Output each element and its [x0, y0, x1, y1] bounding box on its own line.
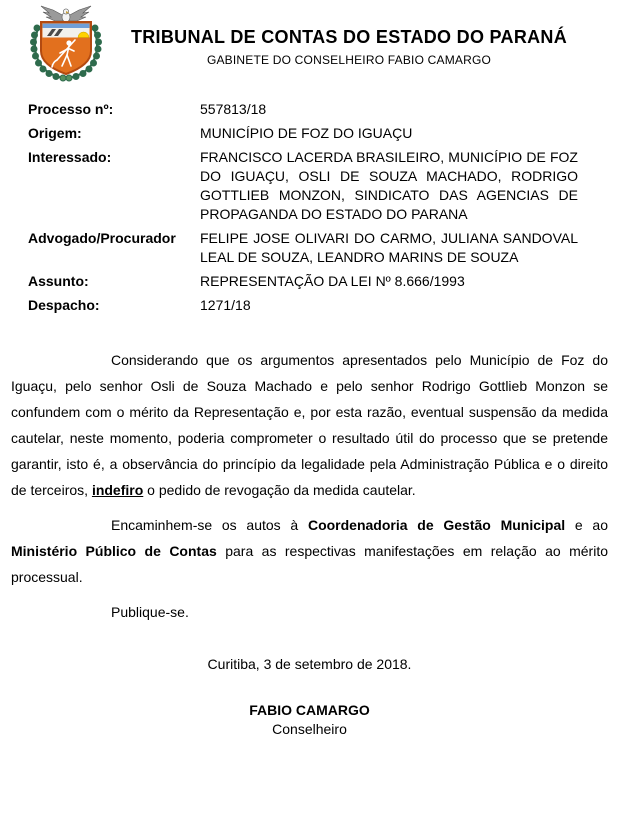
- field-label: Despacho:: [28, 297, 100, 313]
- paragraph-text: e ao: [565, 517, 608, 533]
- field-value: FRANCISCO LACERDA BRASILEIRO, MUNICÍPIO DE FOZ DO IGUAÇU, OSLI DE SOUZA MACHADO, RODRIGO GOTTLIEB MONZON, SINDICATO DAS AGENCIAS DE PROPAGANDA DO ESTADO DO PARANA: [200, 149, 578, 222]
- page-subtitle: GABINETE DO CONSELHEIRO FABIO CAMARGO: [206, 53, 492, 67]
- shield-icon: [41, 22, 91, 74]
- date-line: Curitiba, 3 de setembro de 2018.: [207, 656, 412, 672]
- field-value: 557813/18: [200, 101, 267, 117]
- field-value: REPRESENTAÇÃO DA LEI Nº 8.666/1993: [200, 273, 465, 289]
- field-row-advogado: [28, 229, 578, 267]
- field-value: 1271/18: [200, 297, 251, 313]
- paragraph-encaminhamento: [11, 512, 608, 590]
- process-fields: [28, 100, 578, 315]
- paragraph-text: para as respectivas manifestações em relação ao mérito processual.: [11, 543, 608, 585]
- field-value: FELIPE JOSE OLIVARI DO CARMO, JULIANA SANDOVAL LEAL DE SOUZA, LEANDRO MARINS DE SOUZA: [200, 230, 578, 265]
- paragraph-publique-se: Publique-se.: [111, 604, 189, 620]
- signer-name: FABIO CAMARGO: [249, 702, 370, 718]
- field-row-interessado: [28, 148, 578, 224]
- indefiro-emphasis: indefiro: [91, 482, 144, 498]
- document-content: [11, 100, 608, 739]
- paragraph-text: Encaminhem-se os autos à: [111, 517, 308, 533]
- paragraph-text: Considerando que os argumentos apresentados pelo Município de Foz do Iguaçu, pelo senhor Osli de Souza Machado e pelo senhor Rodrigo Gottlieb Monzon se confundem com o mérito da Representação e, por esta razão, eventual suspensão da medida cautelar, neste momento, poderia comprometer o resultado útil do processo que se pretende garantir, isto é, a observância do princípio da legalidade pela Administração Pública e o direito de terceiros,: [11, 352, 608, 498]
- field-row-assunto: [28, 272, 578, 291]
- page-title: TRIBUNAL DE CONTAS DO ESTADO DO PARANÁ: [130, 27, 568, 47]
- coordenadoria-emphasis: Coordenadoria de Gestão Municipal: [307, 517, 566, 533]
- field-label: Interessado:: [28, 149, 112, 165]
- field-label: Processo nº:: [28, 101, 114, 117]
- field-label: Advogado/Procurador: [28, 230, 176, 246]
- field-label: Origem:: [28, 125, 82, 141]
- signature-block: [11, 701, 608, 739]
- eagle-icon: [41, 6, 91, 22]
- parana-coat-of-arms-logo: [29, 4, 103, 82]
- paragraph-text: o pedido de revogação da medida cautelar.: [143, 482, 416, 498]
- field-label: Assunto:: [28, 273, 89, 289]
- field-row-despacho: [28, 296, 578, 315]
- field-value: MUNICÍPIO DE FOZ DO IGUAÇU: [200, 125, 413, 141]
- header: [99, 27, 599, 67]
- field-row-processo: [28, 100, 578, 119]
- signer-role: Conselheiro: [272, 721, 347, 737]
- field-row-origem: [28, 124, 578, 143]
- despacho-body: [11, 347, 608, 739]
- paragraph-considerando: [11, 347, 608, 503]
- ministerio-emphasis: Ministério Público de Contas: [11, 543, 217, 559]
